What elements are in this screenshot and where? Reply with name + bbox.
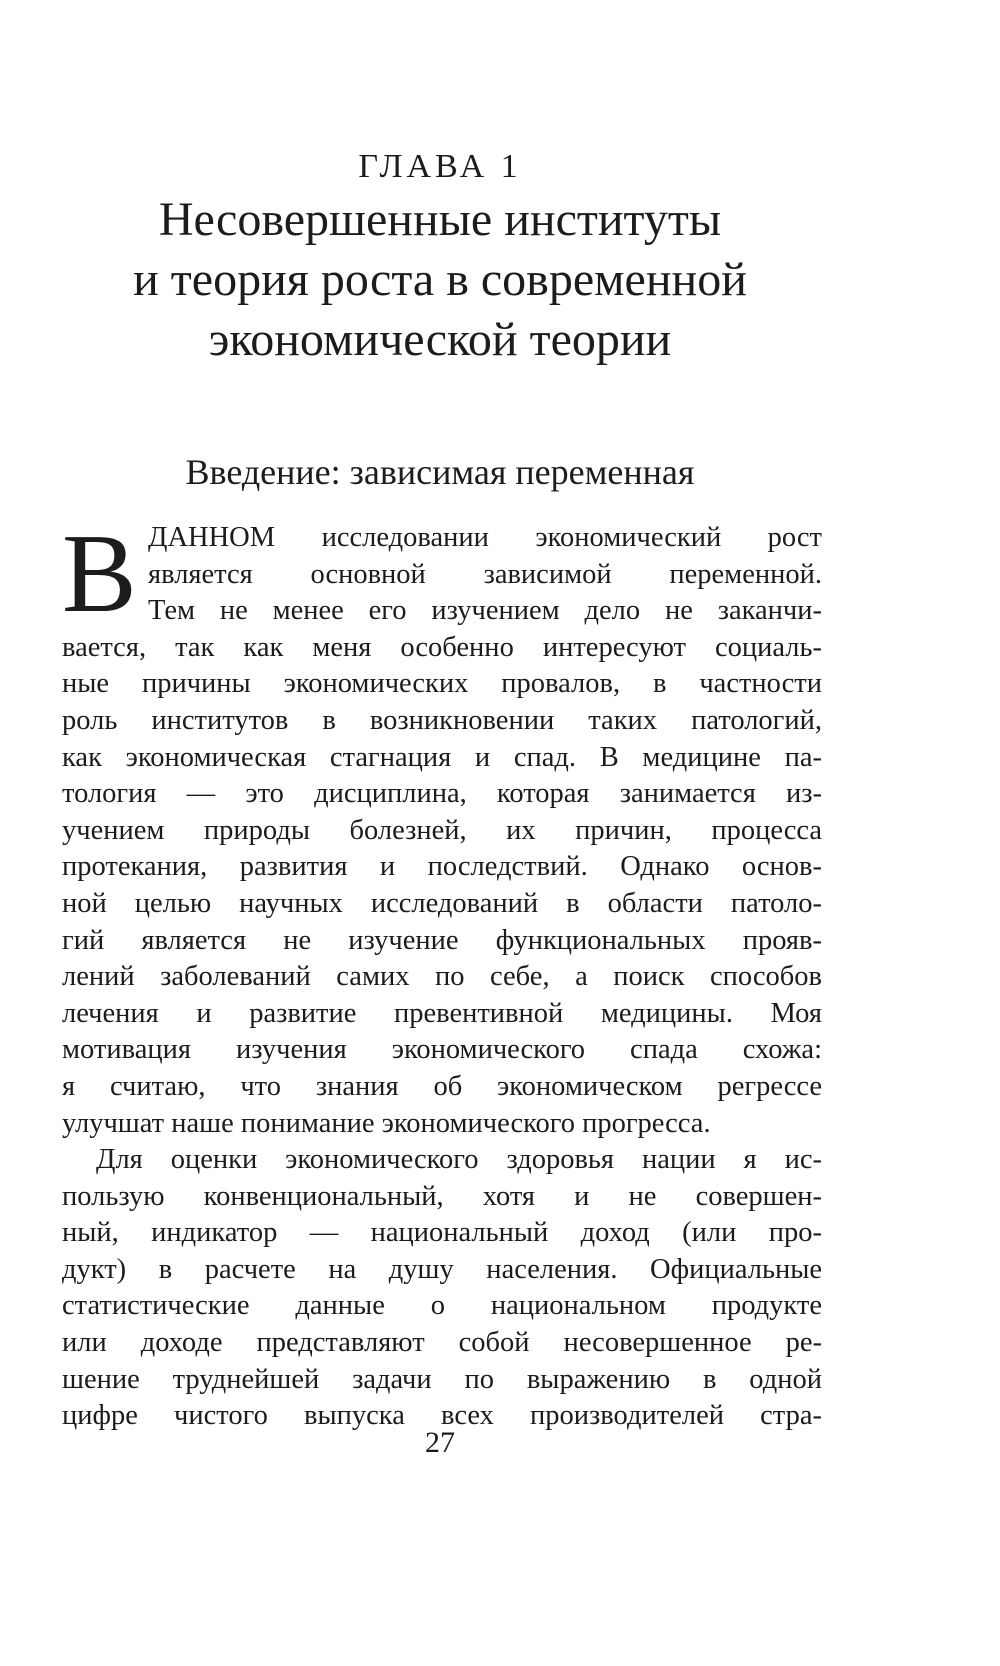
chapter-title-line: и теория роста в современной	[133, 253, 747, 306]
chapter-title-line: экономической теории	[208, 313, 672, 366]
text-line: ДАННОМ исследовании экономический рост	[148, 522, 822, 553]
text-line: пользую конвенциональный, хотя и не совершен-	[62, 1180, 822, 1212]
text-line: ной целью научных исследований в области патоло-	[62, 887, 822, 919]
text-line: Для оценки экономического здоровья нации я ис-	[96, 1144, 822, 1176]
text-line: мотивация изучения экономического спада схожа:	[62, 1034, 822, 1066]
chapter-title	[0, 190, 880, 370]
section-heading: Введение: зависимая переменная	[185, 452, 695, 492]
text-line: ный, индикатор — национальный доход (или про-	[62, 1217, 822, 1249]
text-line: учением природы болезней, их причин, процесса	[62, 814, 822, 846]
text-line: лечения и развитие превентивной медицины. Моя	[62, 997, 822, 1029]
page-number: 27	[425, 1426, 455, 1459]
paragraph-1	[62, 512, 822, 1142]
text-line: цифре чистого выпуска всех производителей стра-	[62, 1400, 822, 1432]
text-line: или доходе представляют собой несовершенное ре-	[62, 1327, 822, 1359]
text-line: роль институтов в возникновении таких патологий,	[62, 704, 822, 736]
text-line: ные причины экономических провалов, в частности	[62, 668, 822, 700]
text-line: я считаю, что знания об экономическом регрессе	[62, 1070, 822, 1102]
text-line: протекания, развития и последствий. Однако основ-	[62, 851, 822, 883]
text-line: статистические данные о национальном продукте	[62, 1290, 822, 1322]
chapter-label: ГЛАВА 1	[358, 148, 522, 185]
paragraph-2	[62, 1142, 822, 1435]
text-line: дукт) в расчете на душу населения. Официальные	[62, 1253, 822, 1285]
text-line: вается, так как меня особенно интересуют социаль-	[62, 631, 822, 663]
text-line: улучшат наше понимание экономического прогресса.	[62, 1107, 711, 1139]
chapter-title-line: Несовершенные институты	[158, 193, 722, 246]
text-line: как экономическая стагнация и спад. В медицине па-	[62, 741, 822, 773]
text-line: шение труднейшей задачи по выражению в одной	[62, 1363, 822, 1395]
drop-cap: В	[62, 512, 137, 636]
text-line: тология — это дисциплина, которая занимается из-	[62, 778, 822, 810]
text-line: лений заболеваний самих по себе, а поиск способов	[62, 961, 822, 993]
text-line: гий является не изучение функциональных прояв-	[62, 924, 822, 956]
text-line: является основной зависимой переменной.	[148, 558, 822, 590]
text-line: Тем не менее его изучением дело не заканчи-	[148, 595, 822, 627]
body-text	[62, 512, 822, 1435]
